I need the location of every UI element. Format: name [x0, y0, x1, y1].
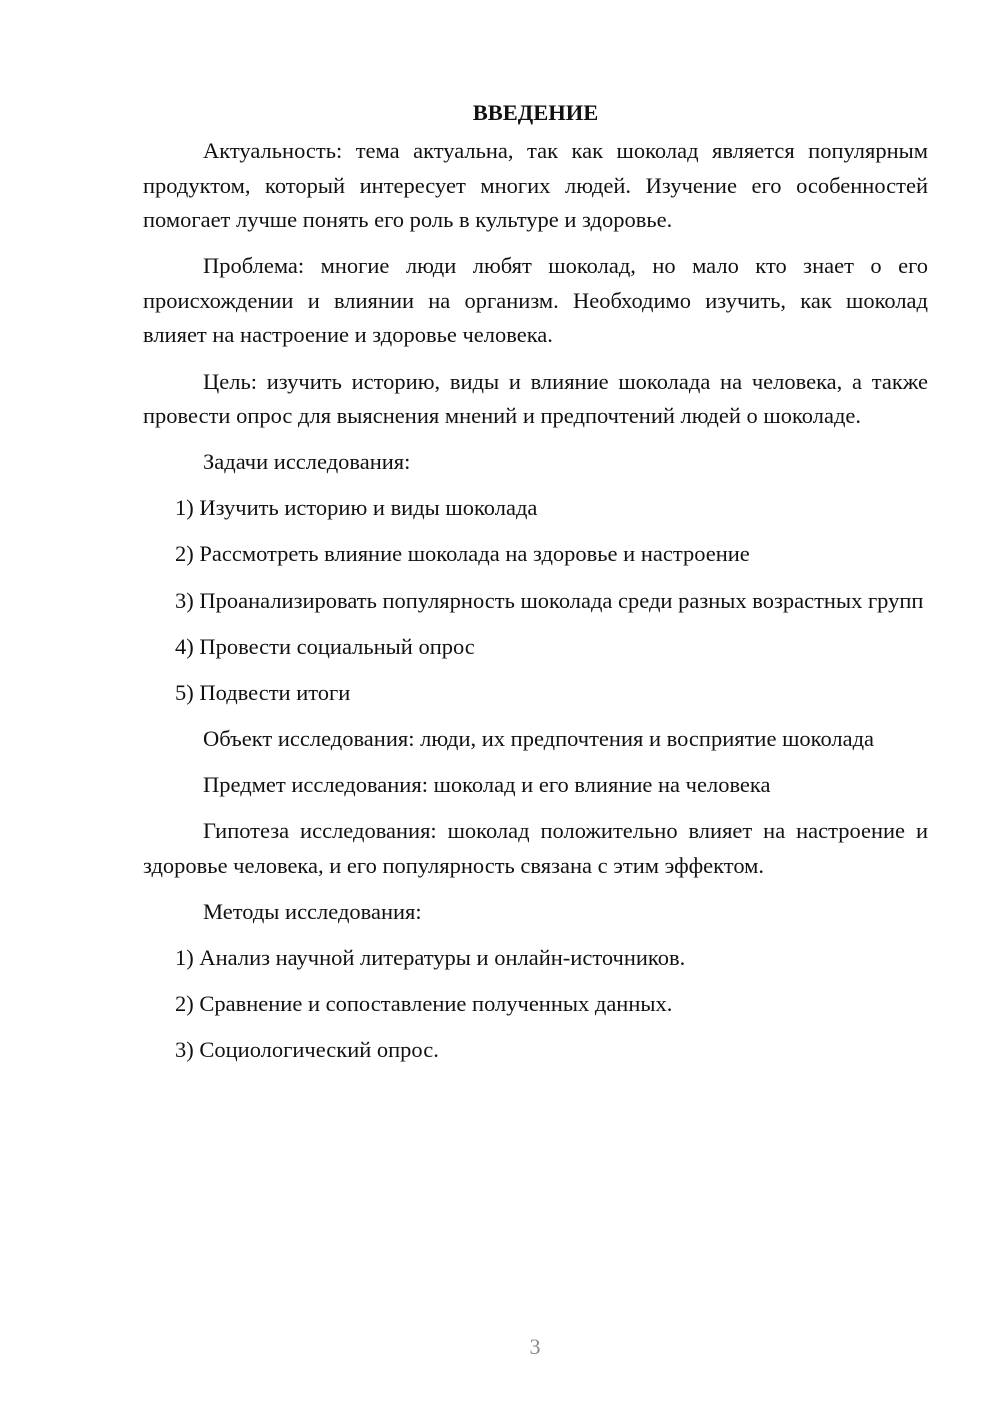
task-item: 5) Подвести итоги: [175, 679, 351, 705]
paragraph-subject: Предмет исследования: шоколад и его влияние на человека: [203, 771, 771, 797]
page-content: [143, 96, 928, 1079]
paragraph-goal: Цель: изучить историю, виды и влияние шоколада на человека, а также провести опрос для выяснения мнений и предпочтений людей о шоколаде.: [143, 368, 928, 429]
method-item: 2) Сравнение и сопоставление полученных данных.: [175, 990, 673, 1016]
methods-heading: Методы исследования:: [203, 898, 422, 924]
page-number: 3: [529, 1334, 541, 1359]
method-item: 3) Социологический опрос.: [175, 1036, 439, 1062]
page-title: ВВЕДЕНИЕ: [472, 100, 599, 125]
paragraph-hypothesis: Гипотеза исследования: шоколад положительно влияет на настроение и здоровье человека, и его популярность связана с этим эффектом.: [143, 818, 928, 878]
paragraph-problem: Проблема: многие люди любят шоколад, но мало кто знает о его происхождении и влиянии на организм. Необходимо изучить, как шоколад влияет на настроение и здоровье человека.: [143, 253, 928, 348]
task-item: 3) Проанализировать популярность шоколада среди разных возрастных групп: [175, 587, 924, 613]
task-item: 2) Рассмотреть влияние шоколада на здоровье и настроение: [175, 541, 750, 567]
paragraph-object: Объект исследования: люди, их предпочтения и восприятие шоколада: [203, 725, 875, 751]
method-item: 1) Анализ научной литературы и онлайн-источников.: [175, 944, 686, 970]
tasks-heading: Задачи исследования:: [203, 449, 411, 475]
task-item: 1) Изучить историю и виды шоколада: [175, 495, 538, 521]
paragraph-relevance: Актуальность: тема актуальна, так как шоколад является популярным продуктом, который интересует многих людей. Изучение его особенностей помогает лучше понять его роль в культуре и здоровье.: [143, 138, 928, 233]
task-item: 4) Провести социальный опрос: [175, 633, 475, 659]
